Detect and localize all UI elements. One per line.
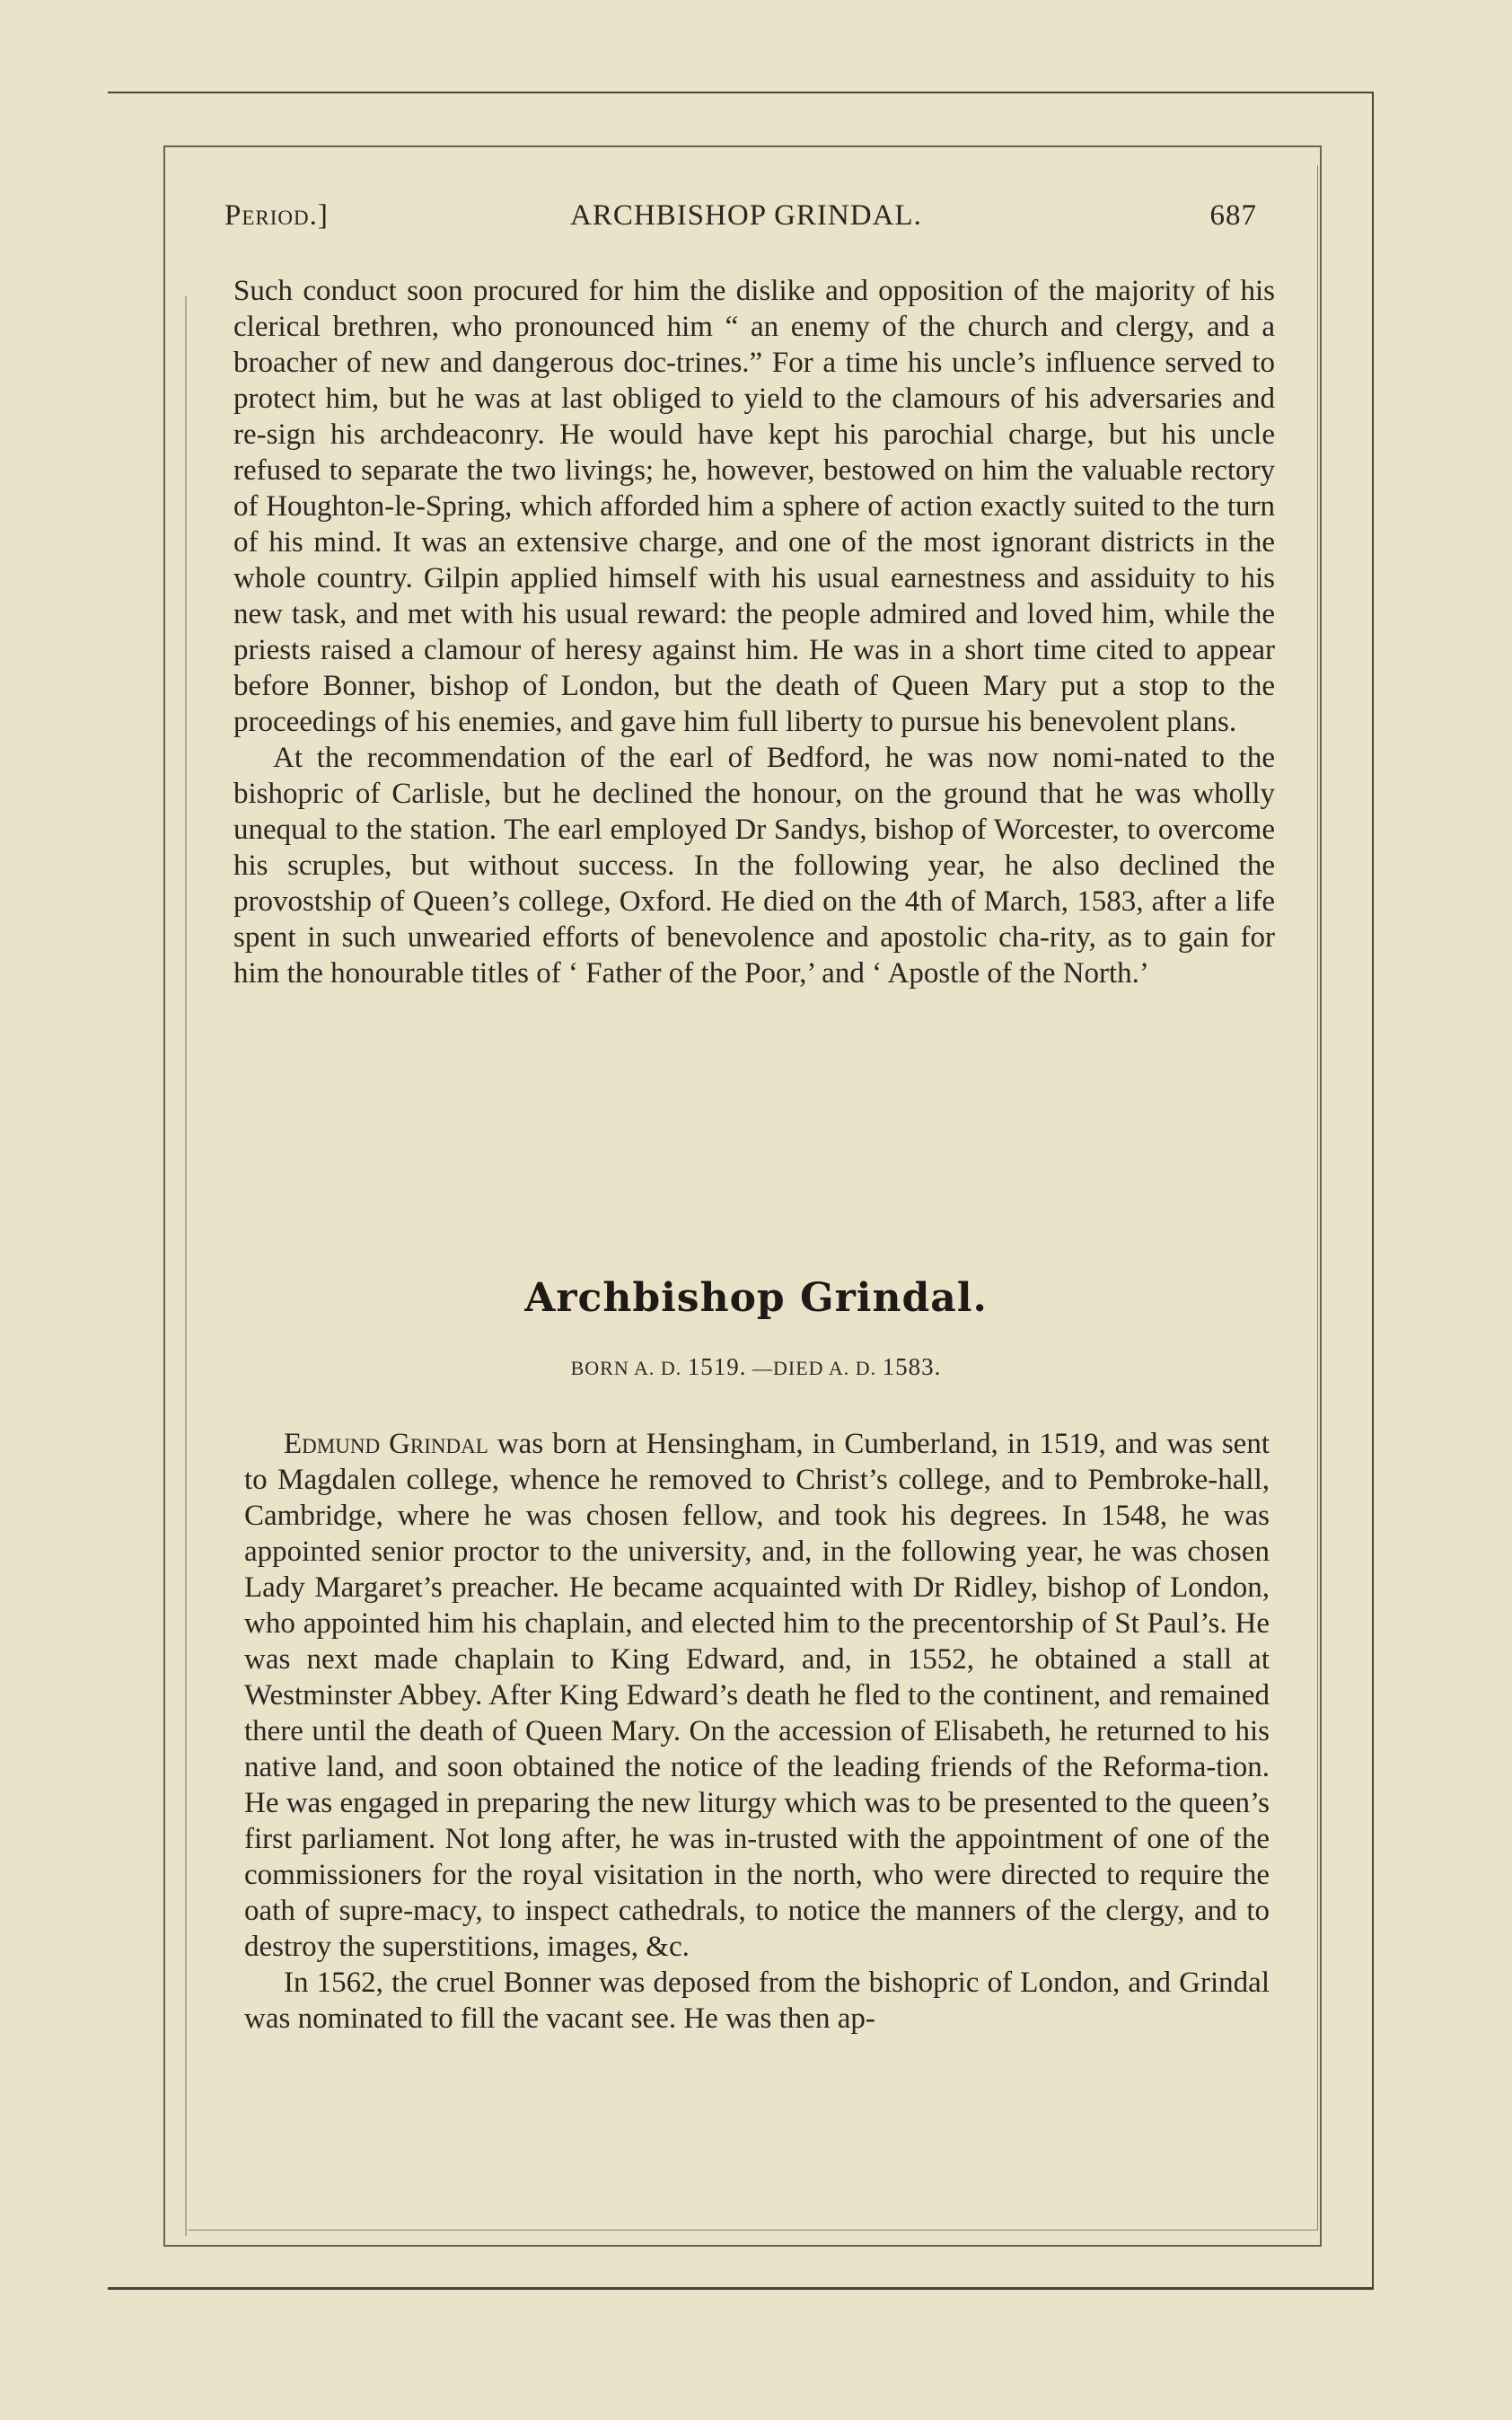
grindal-passage (244, 1426, 1270, 2037)
running-head-period: Period.] (224, 199, 329, 232)
life-dates (0, 1353, 1512, 1381)
paragraph: Such conduct soon procured for him the dislike and opposition of the majority of his clerical brethren, who pronounced him “ an enemy of the church and clergy, and a broacher of new and dangerous doc-trines.” For a time his uncle’s influence served to protect him, but he was at last obliged to yield to the clamours of his adversaries and re-sign his archdeaconry. He would have kept his parochial charge, but his uncle refused to separate the two livings; he, however, bestowed on him the valuable rectory of Houghton-le-Spring, which afforded him a sphere of action exactly suited to the turn of his mind. It was an extensive charge, and one of the most ignorant districts in the whole country. Gilpin applied himself with his usual earnestness and assiduity to his new task, and met with his usual reward: the people admired and loved him, while the priests raised a clamour of heresy against him. He was in a short time cited to appear before Bonner, bishop of London, but the death of Queen Mary put a stop to the proceedings of his enemies, and gave him full liberty to pursue his benevolent plans. (233, 275, 1275, 738)
born-label: BORN A. D. (570, 1357, 682, 1379)
paragraph: In 1562, the cruel Bonner was deposed from the bishopric of London, and Grindal was nominated to fill the vacant see. He was then ap- (244, 1967, 1270, 2035)
page-number: 687 (1209, 199, 1257, 232)
lead-name: Edmund Grindal (284, 1428, 488, 1460)
died-label: —DIED A. D. (752, 1357, 877, 1379)
born-year: 1519. (687, 1353, 747, 1380)
running-head (224, 199, 1257, 244)
paragraph (244, 1426, 1270, 1965)
left-margin-rule (185, 296, 188, 2236)
paragraph: At the recommendation of the earl of Bedford, he was now nomi-nated to the bishopric of Carlisle, but he declined the honour, on the ground that he was wholly unequal to the station. The earl employed Dr Sandys, bishop of Worcester, to overcome his scruples, but without success. In the following year, he also declined the provostship of Queen’s college, Oxford. He died on the 4th of March, 1583, after a life spent in such unwearied efforts of benevolence and apostolic cha-rity, as to gain for him the honourable titles of ‘ Father of the Poor,’ and ‘ Apostle of the North.’ (233, 742, 1275, 990)
running-head-title: ARCHBISHOP GRINDAL. (570, 199, 922, 232)
paragraph-text: was born at Hensingham, in Cumberland, in 1519, and was sent to Magdalen college, whence he removed to Christ’s college, and to Pembroke-hall, Cambridge, where he was chosen fellow, and took his degrees. In 1548, he was appointed senior proctor to the university, and, in the following year, he was chosen Lady Margaret’s preacher. He became acquainted with Dr Ridley, bishop of London, who appointed him his chaplain, and elected him to the precentorship of St Paul’s. He was next made chaplain to King Edward, and, in 1552, he obtained a stall at Westminster Abbey. After King Edward’s death he fled to the continent, and remained there until the death of Queen Mary. On the accession of Elisabeth, he returned to his native land, and soon obtained the notice of the leading friends of the Reforma-tion. He was engaged in preparing the new liturgy which was to be presented to the queen’s first parliament. Not long after, he was in-trusted with the appointment of one of the commissioners for the royal visitation in the north, who were directed to require the oath of supre-macy, to inspect cathedrals, to notice the manners of the clergy, and to destroy the superstitions, images, &c. (244, 1428, 1270, 1963)
gilpin-passage (233, 273, 1275, 991)
section-heading: Archbishop Grindal. (524, 1275, 988, 1321)
died-year: 1583. (882, 1353, 942, 1380)
